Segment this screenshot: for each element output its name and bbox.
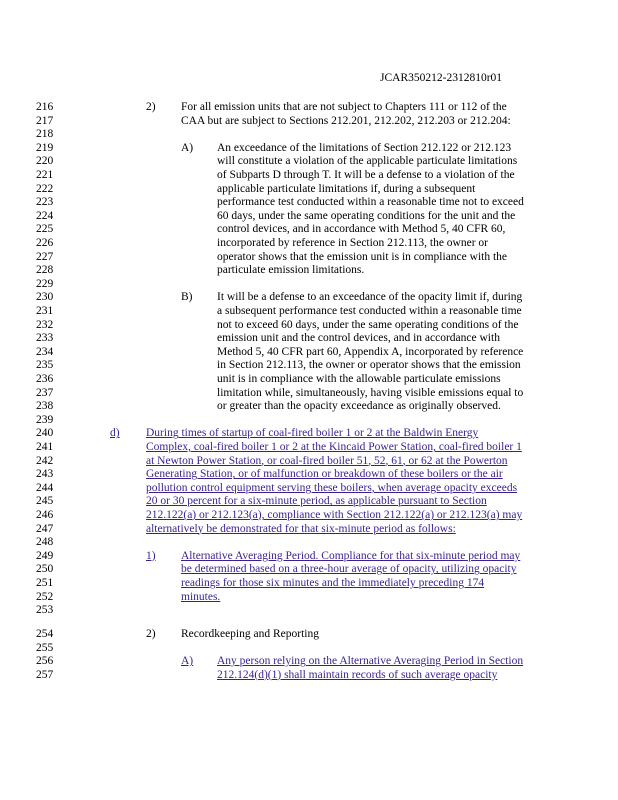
line-number: 254 [36,628,54,640]
line-number: 249 [36,549,54,562]
line-text: alternatively be demonstrated for that six-minute period as follows: [146,522,456,535]
item-label: 2) [146,628,156,640]
line-number: 240 [36,427,54,440]
line-number: 237 [36,386,54,399]
line-number: 243 [36,468,54,481]
line-number: 245 [36,495,54,508]
line-number: 221 [36,169,54,181]
line-text: Generating Station, or of malfunction or breakdown of these boilers or the air [146,468,503,481]
line-text: unit is in compliance with the allowable particulate emissions [217,373,501,385]
line-number: 239 [36,413,54,426]
line-number: 216 [36,101,54,113]
line-text: 212.124(d)(1) shall maintain records of such average opacity [217,668,498,681]
line-number: 241 [36,441,54,453]
line-text: a subsequent performance test conducted within a reasonable time [217,305,522,317]
line-text: CAA but are subject to Sections 212.201, 212.202, 212.203 or 212.204: [181,114,511,127]
line-number: 252 [36,590,54,603]
line-text: Any person relying on the Alternative Averaging Period in Section [217,655,524,668]
line-number: 235 [36,359,54,372]
line-number: 236 [36,373,54,385]
line-number: 251 [36,577,54,589]
line-number: 248 [36,536,54,549]
line-number: 217 [36,114,54,127]
line-text: be determined based on a three-hour average of opacity, utilizing opacity [181,563,517,576]
line-text: performance test conducted within a reasonable time not to exceed [217,196,524,209]
line-number: 230 [36,291,54,304]
item-label: A) [181,655,194,668]
line-text: emission unit and the control devices, and in accordance with [217,332,500,345]
line-number: 223 [36,196,54,209]
line-number: 247 [36,522,54,535]
line-text: incorporated by reference in Section 212.113, the owner or [217,237,489,249]
line-text: 20 or 30 percent for a six-minute period, as applicable pursuant to Section [146,495,487,508]
line-text: 212.122(a) or 212.123(a), compliance with Section 212.122(a) or 212.123(a) may [146,509,523,521]
line-number: 246 [36,509,54,521]
line-text: pollution control equipment serving these boilers, when average opacity exceeds [146,481,518,494]
line-text: Alternative Averaging Period. Compliance for that six-minute period may [181,549,521,562]
line-number: 219 [36,141,54,154]
line-number: 238 [36,400,54,413]
line-text: For all emission units that are not subject to Chapters 111 or 112 of the [181,101,507,113]
line-text: or greater than the opacity exceedance as originally observed. [217,400,501,413]
item-label: d) [110,427,120,440]
line-number: 250 [36,563,54,576]
line-number: 218 [36,128,54,141]
line-number: 244 [36,481,54,494]
line-text: limitation while, simultaneously, having visible emissions equal to [217,386,524,399]
item-label: 1) [146,549,156,562]
line-number: 256 [36,655,54,668]
document-id: JCAR350212-2312810r01 [380,72,503,84]
line-text: will constitute a violation of the applicable particulate limitations [217,155,518,168]
line-number: 253 [36,604,54,617]
line-text: minutes. [181,590,221,603]
line-text: Recordkeeping and Reporting [181,628,319,640]
line-text: applicable particulate limitations if, during a subsequent [217,182,476,195]
line-number: 229 [36,277,54,290]
line-number: 228 [36,264,54,277]
item-label: B) [181,291,193,304]
line-text: 60 days, under the same operating conditions for the unit and the [217,209,516,222]
line-number: 222 [36,182,54,195]
line-text: at Newton Power Station, or coal-fired boiler 51, 52, 61, or 62 at the Powerton [146,454,508,467]
line-text: in Section 212.113, the owner or operator shows that the emission [217,359,521,372]
line-number: 224 [36,209,54,222]
line-number: 232 [36,318,54,331]
line-text: operator shows that the emission unit is in compliance with the [217,250,508,263]
line-text: It will be a defense to an exceedance of the opacity limit if, during [217,291,523,304]
line-text: of Subparts D through T. It will be a defense to a violation of the [217,169,515,181]
line-number: 225 [36,223,54,236]
line-text: During times of startup of coal-fired boiler 1 or 2 at the Baldwin Energy [146,427,479,440]
line-number: 231 [36,305,54,317]
line-text: control devices, and in accordance with Method 5, 40 CFR 60, [217,223,506,236]
line-number: 226 [36,237,54,249]
line-number: 234 [36,345,54,358]
line-number: 220 [36,155,54,168]
line-text: not to exceed 60 days, under the same operating conditions of the [217,318,519,331]
line-number: 227 [36,250,54,263]
line-text: Complex, coal-fired boiler 1 or 2 at the Kincaid Power Station, coal-fired boiler 1 [146,441,522,453]
line-number: 242 [36,454,54,467]
item-label: 2) [146,101,156,113]
line-number: 233 [36,332,54,345]
line-number: 255 [36,641,54,654]
line-text: particulate emission limitations. [217,264,365,277]
line-number: 257 [36,668,54,681]
item-label: A) [181,141,194,154]
line-text: Method 5, 40 CFR part 60, Appendix A, incorporated by reference [217,345,524,358]
line-text: readings for those six minutes and the immediately preceding 174 [181,577,485,589]
line-text: An exceedance of the limitations of Section 212.122 or 212.123 [217,141,512,154]
